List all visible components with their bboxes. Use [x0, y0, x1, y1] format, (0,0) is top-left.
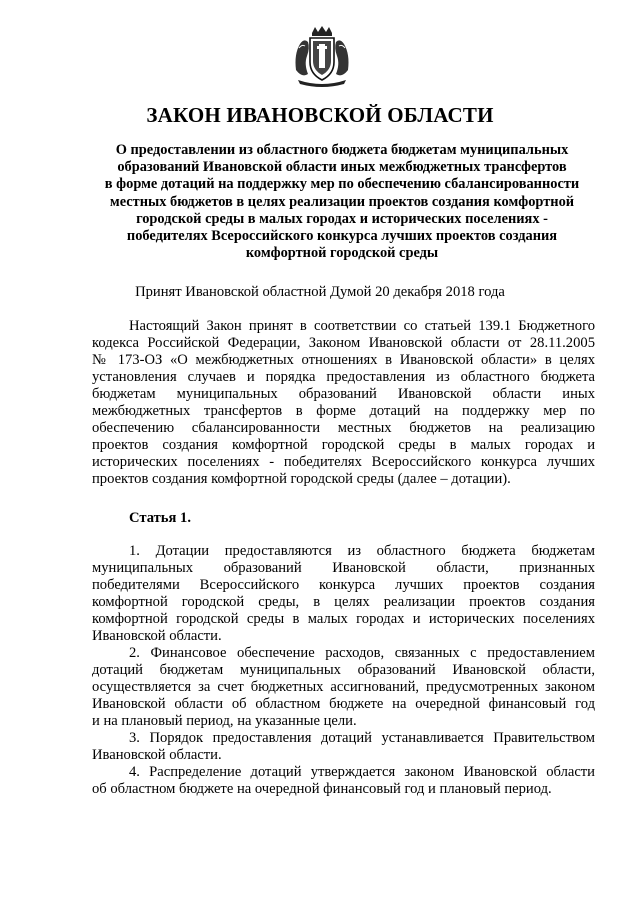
- text-line: 4. Распределение дотаций утверждается законом Ивановской области: [129, 764, 595, 780]
- article-title: Статья 1.: [129, 510, 191, 526]
- text-line: Ивановской области.: [92, 628, 222, 644]
- subtitle-line: местных бюджетов в целях реализации проектов создания комфортной: [109, 193, 575, 210]
- text-line: кодекса Российской Федерации, Законом Ивановской области от 28.11.2005: [92, 335, 595, 351]
- text-line: муниципальных образований Ивановской области, признанных: [92, 560, 595, 576]
- subtitle-line: в форме дотаций на поддержку мер по обеспечению сбалансированности: [104, 176, 580, 193]
- text-line: победителями Всероссийского конкурса лучших проектов создания: [92, 577, 595, 593]
- text-line: обеспечению сбалансированности местных бюджетов на реализацию: [92, 420, 595, 436]
- text-line: проектов создания комфортной городской среды (далее – дотации).: [92, 471, 511, 487]
- subtitle-line: победителях Всероссийского конкурса лучших проектов создания: [126, 228, 558, 245]
- text-line: Настоящий Закон принят в соответствии со статьей 139.1 Бюджетного: [129, 318, 595, 334]
- text-line: осуществляется за счет бюджетных ассигнований, предусмотренных законом: [92, 679, 595, 695]
- law-subtitle: [92, 142, 592, 262]
- subtitle-line: комфортной городской среды: [245, 245, 439, 262]
- text-line: проектов создания комфортной городской среды в малых городах и: [92, 437, 595, 453]
- article-paragraph-3: [92, 730, 595, 764]
- ivanovo-coat-of-arms-icon: [290, 24, 354, 88]
- preamble-paragraph: [92, 318, 595, 488]
- text-line: 3. Порядок предоставления дотаций устанавливается Правительством: [129, 730, 595, 746]
- text-line: Ивановской области.: [92, 747, 222, 763]
- text-line: исторических поселениях - победителях Всероссийского конкурса лучших: [92, 454, 595, 470]
- subtitle-line: О предоставлении из областного бюджета бюджетам муниципальных: [115, 142, 569, 158]
- subtitle-line: городской среды в малых городах и исторических поселениях -: [136, 210, 548, 227]
- text-line: № 173-ОЗ «О межбюджетных отношениях в Ивановской области» в целях: [92, 352, 595, 368]
- text-line: об областном бюджете на очередной финансовый год и плановый период.: [92, 781, 552, 797]
- text-line: Ивановской области об областном бюджете на очередной финансовый год: [92, 696, 595, 712]
- text-line: 1. Дотации предоставляются из областного бюджета бюджетам: [129, 543, 595, 559]
- article-paragraph-1: [92, 543, 595, 645]
- adoption-note: Принят Ивановской областной Думой 20 декабря 2018 года: [135, 284, 505, 300]
- text-line: межбюджетных трансфертов в форме дотаций на поддержку мер по: [92, 403, 595, 419]
- text-line: бюджетам муниципальных образований Ивановской области иных: [92, 386, 595, 402]
- text-line: комфортной городской среды, в целях реализации проектов создания: [92, 594, 595, 610]
- article-paragraph-2: [92, 645, 595, 730]
- text-line: 2. Финансовое обеспечение расходов, связанных с предоставлением: [129, 645, 595, 661]
- law-title: ЗАКОН ИВАНОВСКОЙ ОБЛАСТИ: [146, 103, 494, 127]
- text-line: и на плановый период, на указанные цели.: [92, 713, 357, 729]
- text-line: комфортной городской среды в малых городах и исторических поселениях: [92, 611, 595, 627]
- subtitle-line: образований Ивановской области иных межбюджетных трансфертов: [117, 159, 567, 176]
- text-line: установления случаев и порядка предоставления из областного бюджета: [92, 369, 595, 385]
- text-line: дотаций бюджетам муниципальных образований Ивановской области,: [92, 662, 595, 678]
- article-paragraph-4: [92, 764, 595, 798]
